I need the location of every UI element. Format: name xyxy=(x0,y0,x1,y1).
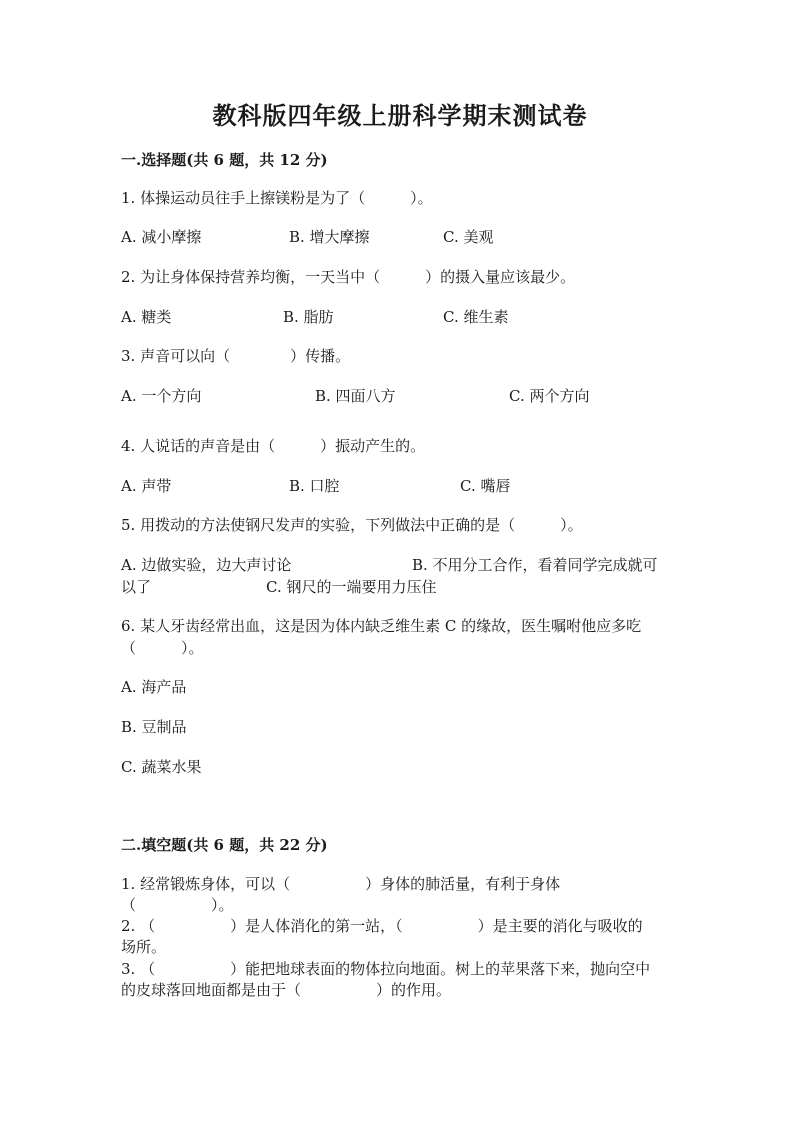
question-6-option-b: B. 豆制品 xyxy=(121,718,187,736)
question-3-text: 3. 声音可以向（ ）传播。 xyxy=(121,347,351,365)
exam-title: 教科版四年级上册科学期末测试卷 xyxy=(212,101,588,130)
question-6-text: 6. 某人牙齿经常出血，这是因为体内缺乏维生素 C 的缘故，医生嘱咐他应多吃 xyxy=(121,617,642,635)
section-2-heading: 二.填空题(共 6 题，共 22 分) xyxy=(121,836,328,854)
question-4-option-b: B. 口腔 xyxy=(289,477,340,495)
question-3-option-c: C. 两个方向 xyxy=(509,387,590,405)
section-1-heading: 一.选择题(共 6 题，共 12 分) xyxy=(121,151,328,169)
question-2-text: 2. 为让身体保持营养均衡，一天当中（ ）的摄入量应该最少。 xyxy=(121,268,576,286)
fill-question-2-continued: 场所。 xyxy=(121,938,167,956)
question-6-text-continued: （ ）。 xyxy=(121,639,204,657)
question-1-option-a: A. 减小摩擦 xyxy=(121,228,202,246)
question-4-text: 4. 人说话的声音是由（ ）振动产生的。 xyxy=(121,437,426,455)
question-5-text: 5. 用拨动的方法使钢尺发声的实验，下列做法中正确的是（ ）。 xyxy=(121,516,583,534)
question-4-option-a: A. 声带 xyxy=(121,477,172,495)
question-6-option-a: A. 海产品 xyxy=(121,678,187,696)
question-3-option-a: A. 一个方向 xyxy=(121,387,202,405)
fill-question-3-continued: 的皮球落回地面都是由于（ ）的作用。 xyxy=(121,981,452,999)
fill-question-1: 1. 经常锻炼身体，可以（ ）身体的肺活量，有利于身体 xyxy=(121,875,561,893)
question-5-option-c: C. 钢尺的一端要用力压住 xyxy=(266,578,437,596)
question-3-option-b: B. 四面八方 xyxy=(315,387,396,405)
question-5-option-a: A. 边做实验，边大声讨论 xyxy=(121,556,292,574)
question-4-option-c: C. 嘴唇 xyxy=(460,477,511,495)
question-6-option-c: C. 蔬菜水果 xyxy=(121,758,202,776)
question-5-option-b-continued: 以了 xyxy=(121,578,152,596)
question-2-option-c: C. 维生素 xyxy=(443,308,509,326)
question-1-option-c: C. 美观 xyxy=(443,228,494,246)
question-2-option-b: B. 脂肪 xyxy=(283,308,334,326)
fill-question-2: 2. （ ）是人体消化的第一站，（ ）是主要的消化与吸收的 xyxy=(121,917,643,935)
question-1-option-b: B. 增大摩擦 xyxy=(289,228,370,246)
fill-question-1-continued: （ ）。 xyxy=(121,896,234,914)
question-1-text: 1. 体操运动员往手上擦镁粉是为了（ ）。 xyxy=(121,189,433,207)
question-2-option-a: A. 糖类 xyxy=(121,308,172,326)
question-5-option-b: B. 不用分工合作，看着同学完成就可 xyxy=(412,556,658,574)
fill-question-3: 3. （ ）能把地球表面的物体拉向地面。树上的苹果落下来，抛向空中 xyxy=(121,960,651,978)
